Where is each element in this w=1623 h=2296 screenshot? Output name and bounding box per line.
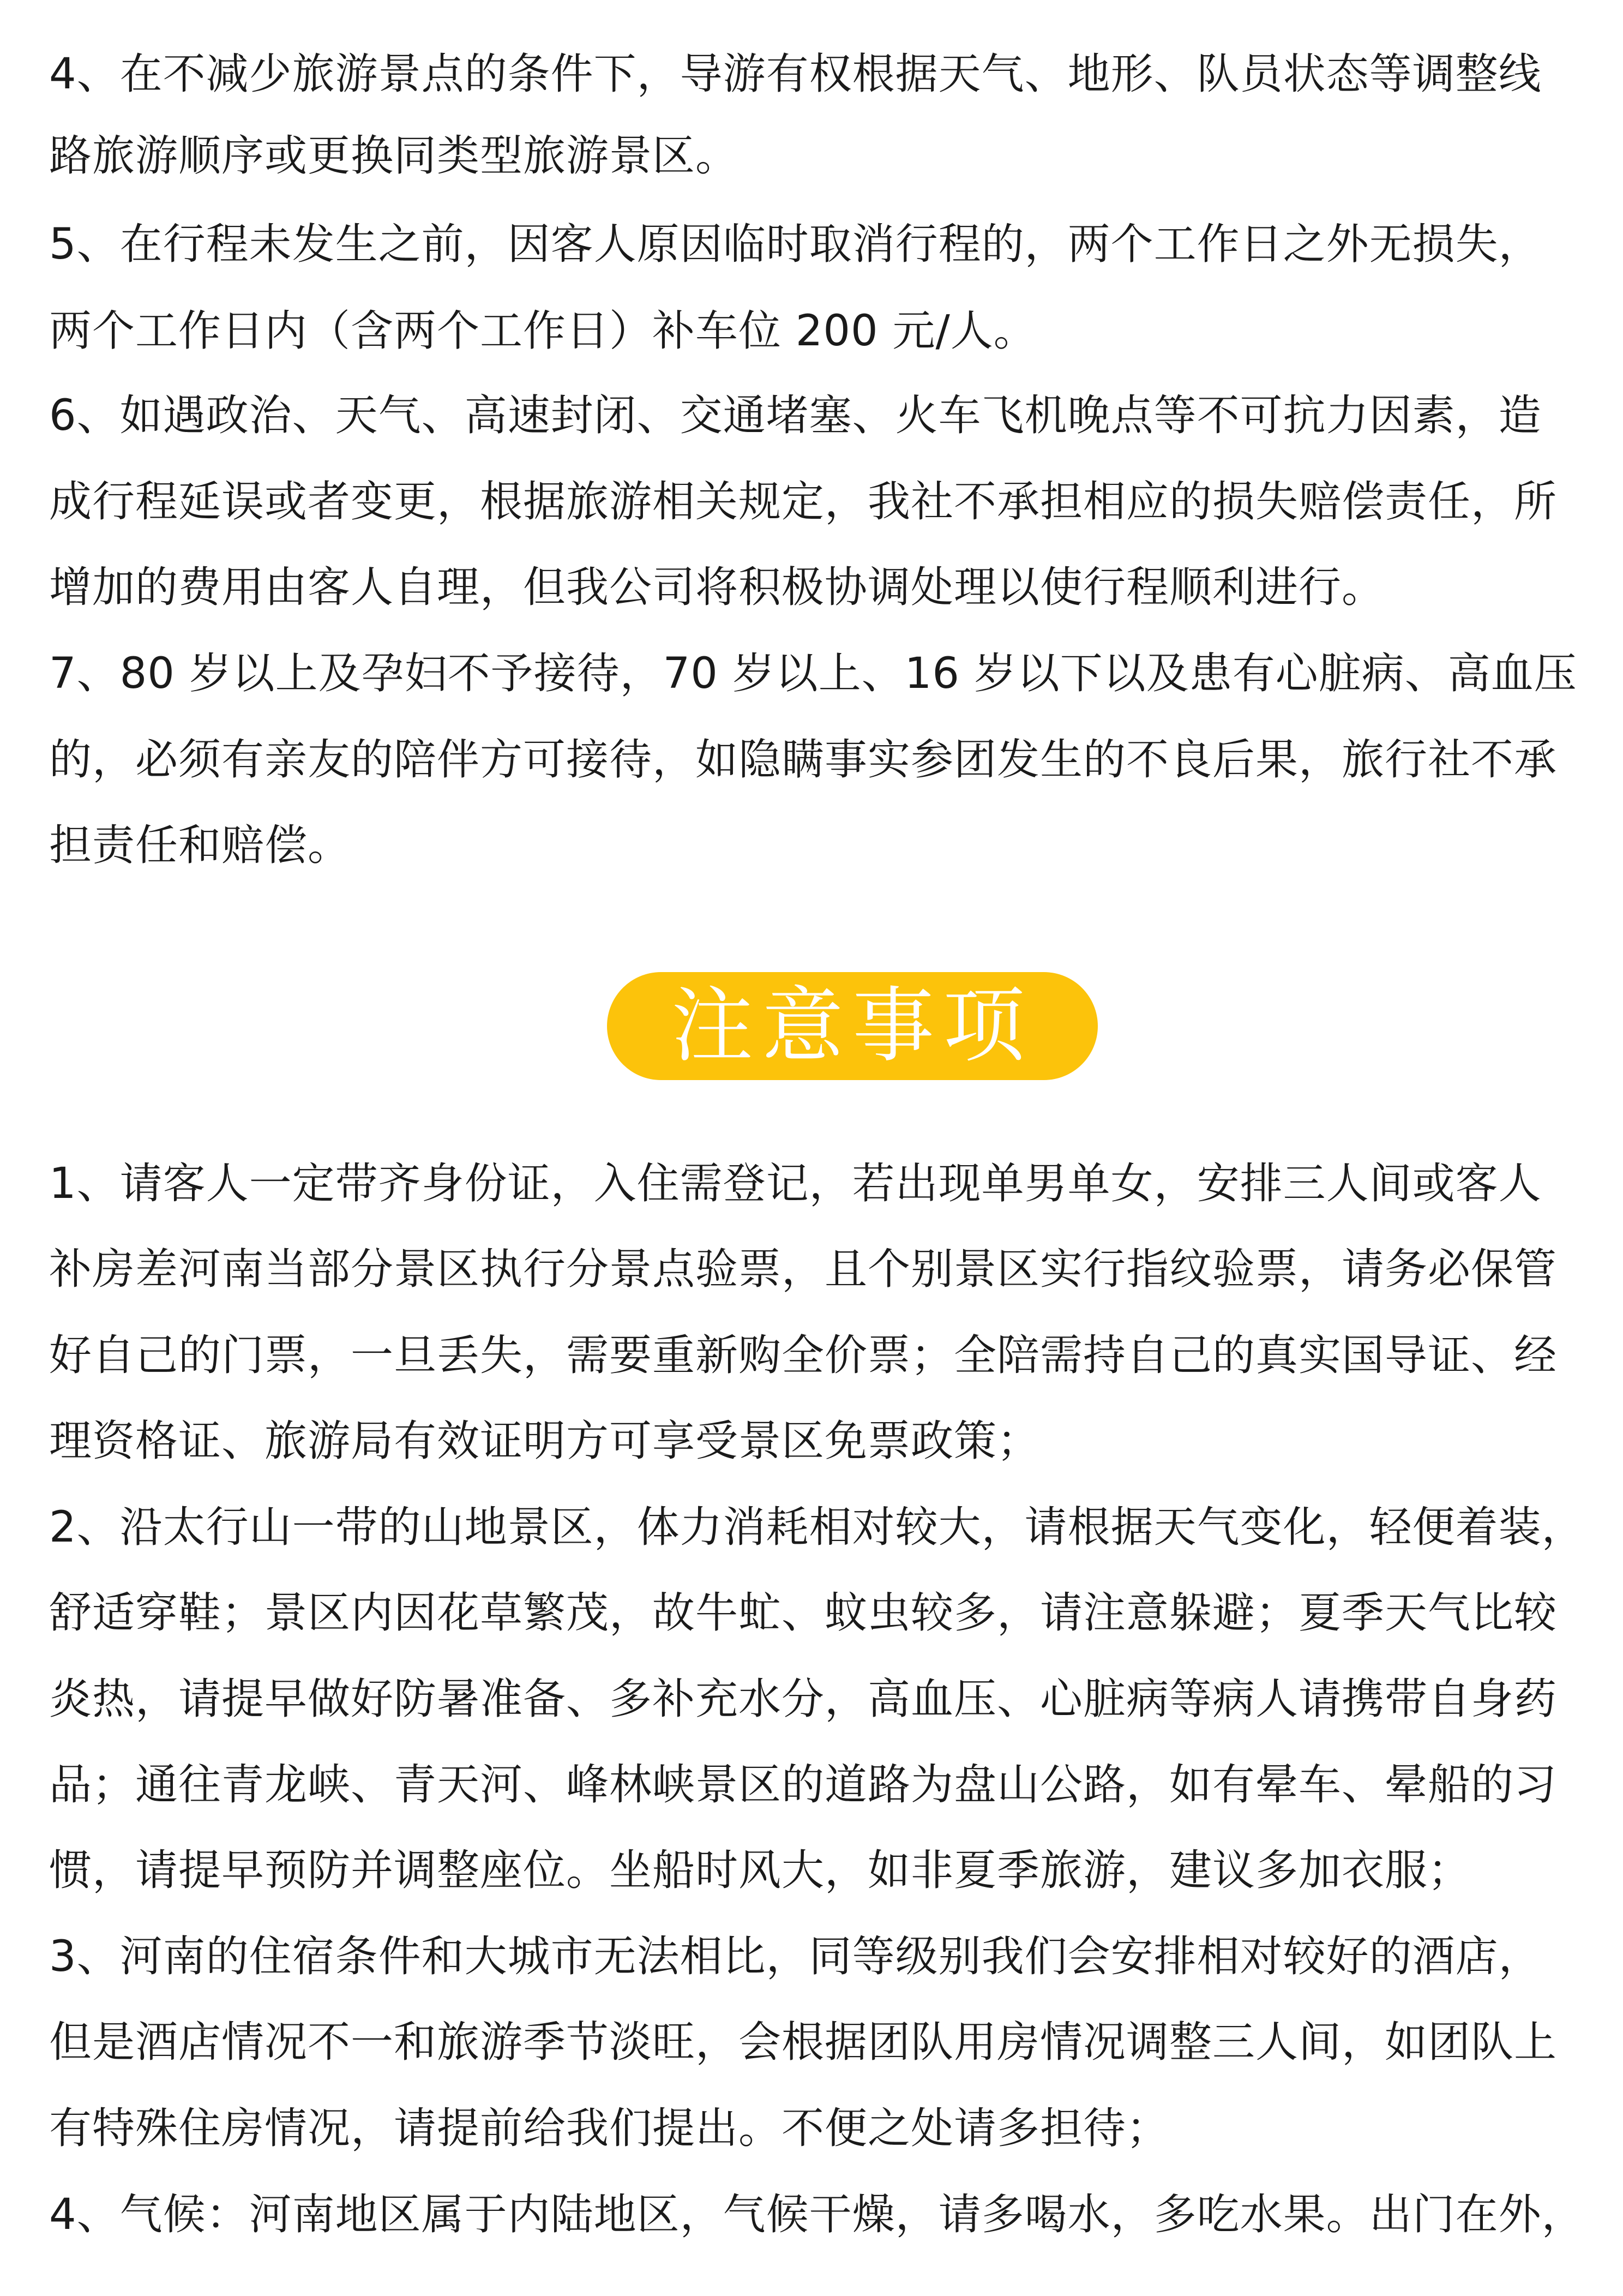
notice-line: 有特殊住房情况，请提前给我们提出。不便之处请多担待； [49, 2104, 1170, 2153]
notice-line: 1、请客人一定带齐身份证，入住需登记，若出现单男单女，安排三人间或客人 [49, 1159, 1542, 1208]
notice-line: 4、气候：河南地区属于内陆地区，气候干燥，请多喝水，多吃水果。出门在外， [49, 2190, 1585, 2239]
terms-line: 路旅游顺序或更换同类型旅游景区。 [49, 131, 739, 181]
terms-line: 4、在不减少旅游景点的条件下，导游有权根据天气、地形、队员状态等调整线 [49, 50, 1542, 99]
notice-line: 惯，请提早预防并调整座位。坐船时风大，如非夏季旅游，建议多加衣服； [49, 1846, 1471, 1895]
terms-line: 5、在行程未发生之前，因客人原因临时取消行程的，两个工作日之外无损失， [49, 220, 1542, 269]
terms-line: 两个工作日内（含两个工作日）补车位 200 元/人。 [49, 307, 1037, 356]
terms-line: 增加的费用由客人自理，但我公司将积极协调处理以使行程顺利进行。 [49, 563, 1385, 612]
notice-line: 炎热，请提早做好防暑准备、多补充水分，高血压、心脏病等病人请携带自身药 [49, 1675, 1558, 1724]
notice-line: 理资格证、旅游局有效证明方可享受景区免票政策； [49, 1417, 1041, 1466]
terms-line: 的，必须有亲友的陪伴方可接待，如隐瞒事实参团发生的不良后果，旅行社不承 [49, 735, 1558, 784]
terms-line: 7、80 岁以上及孕妇不予接待，70 岁以上、16 岁以下以及患有心脏病、高血压 [49, 649, 1577, 698]
notice-line: 补房差河南当部分景区执行分景点验票，且个别景区实行指纹验票，请务必保管 [49, 1245, 1558, 1294]
notice-title-badge [607, 972, 1098, 1080]
notice-line: 3、河南的住宿条件和大城市无法相比，同等级别我们会安排相对较好的酒店， [49, 1932, 1542, 1981]
notice-line: 但是酒店情况不一和旅游季节淡旺，会根据团队用房情况调整三人间，如团队上 [49, 2018, 1558, 2067]
terms-line: 成行程延误或者变更，根据旅游相关规定，我社不承担相应的损失赔偿责任，所 [49, 477, 1558, 526]
notice-line: 舒适穿鞋；景区内因花草繁茂，故牛虻、蚊虫较多，请注意躲避；夏季天气比较 [49, 1588, 1558, 1638]
notice-line: 2、沿太行山一带的山地景区，体力消耗相对较大，请根据天气变化，轻便着装， [49, 1503, 1585, 1552]
terms-line: 担责任和赔偿。 [49, 821, 351, 870]
notice-title: 注意事项 [671, 979, 1033, 1074]
terms-line: 6、如遇政治、天气、高速封闭、交通堵塞、火车飞机晚点等不可抗力因素，造 [49, 391, 1542, 440]
notice-line: 好自己的门票，一旦丢失，需要重新购全价票；全陪需持自己的真实国导证、经 [49, 1331, 1558, 1380]
notice-line: 品；通往青龙峡、青天河、峰林峡景区的道路为盘山公路，如有晕车、晕船的习 [49, 1760, 1558, 1809]
